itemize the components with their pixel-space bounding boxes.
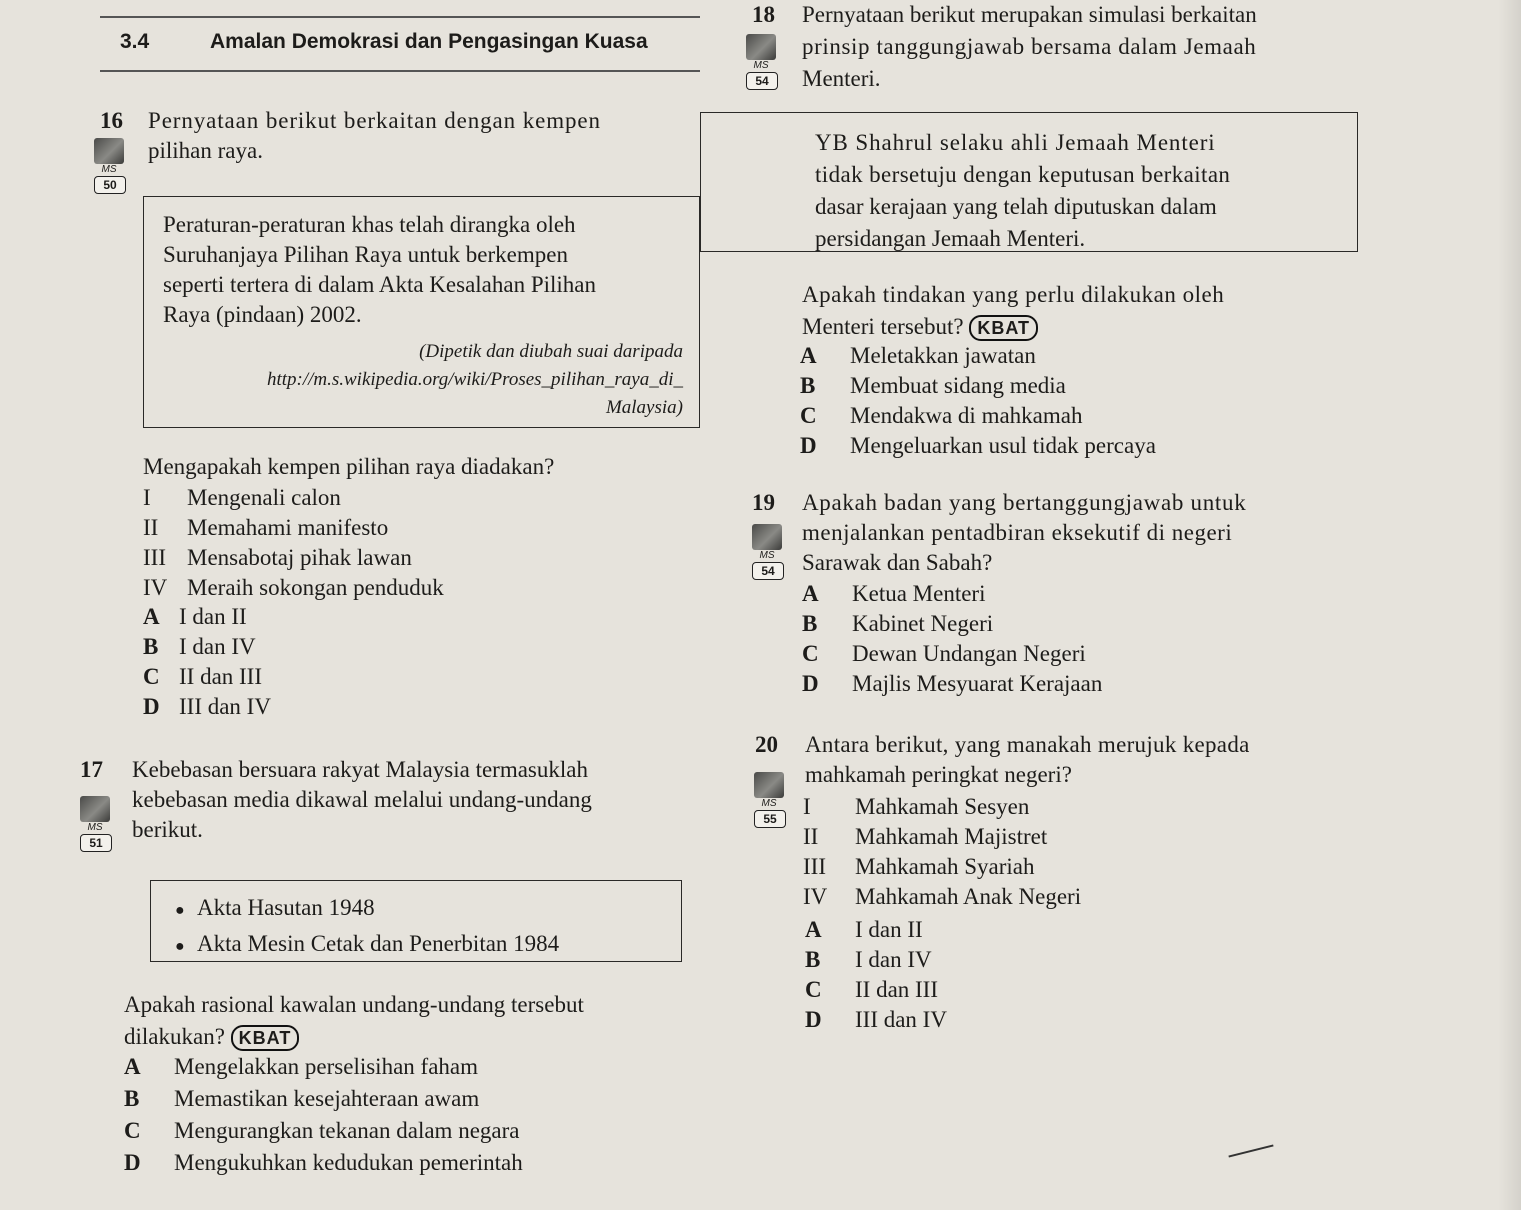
q20-stem-line: mahkamah peringkat negeri? [805, 762, 1072, 787]
option-item[interactable] [802, 609, 1102, 639]
q19-options [802, 579, 1102, 699]
option-letter: A [124, 1054, 141, 1079]
q17-ms-badge [76, 796, 114, 854]
q18-number: 18 [752, 2, 775, 27]
q18-ms-badge [742, 34, 780, 92]
q16-ms-badge [90, 138, 128, 196]
option-item[interactable] [805, 1005, 947, 1035]
ms-badge-page: 54 [746, 72, 778, 90]
option-text: Dewan Undangan Negeri [852, 641, 1086, 666]
option-letter: D [124, 1150, 141, 1175]
option-letter: C [802, 641, 819, 666]
ms-badge-page: 51 [80, 834, 112, 852]
statement-text: Mahkamah Sesyen [855, 794, 1030, 819]
option-text: Kabinet Negeri [852, 611, 994, 636]
option-item[interactable] [802, 639, 1102, 669]
q18-stem-line: Menteri. [802, 66, 881, 91]
q16-source-line: http://m.s.wikipedia.org/wiki/Proses_pilihan_raya_di_ [266, 369, 683, 390]
option-item[interactable] [143, 632, 271, 662]
q18-box-line: YB Shahrul selaku ahli Jemaah Menteri [815, 130, 1216, 155]
option-item[interactable] [124, 1084, 523, 1114]
q17-stem [132, 755, 712, 845]
q16-stem [148, 106, 708, 166]
option-item[interactable] [802, 669, 1102, 699]
q18-question-text: Menteri tersebut? [802, 314, 964, 339]
q17-options [124, 1052, 523, 1178]
q18-box-line: tidak bersetuju dengan keputusan berkaitan [815, 162, 1231, 187]
bullet-text: Akta Mesin Cetak dan Penerbitan 1984 [197, 931, 560, 956]
q20-number: 20 [755, 732, 778, 757]
q16-stem-line: pilihan raya. [148, 138, 263, 163]
option-item[interactable] [800, 341, 1156, 371]
ms-badge-icon [94, 138, 124, 164]
option-item[interactable] [805, 975, 947, 1005]
option-text: Mengurangkan tekanan dalam negara [174, 1118, 520, 1143]
q20-statements [803, 792, 1081, 912]
option-letter: A [802, 581, 819, 606]
bullet-item [175, 893, 559, 926]
q16-stem-line: Pernyataan berikut berkaitan dengan kempen [148, 108, 601, 133]
option-letter: A [143, 604, 160, 629]
q19-stem-line: menjalankan pentadbiran eksekutif di negeri [802, 520, 1233, 545]
q18-question [802, 280, 1362, 342]
q18-stem-line: Pernyataan berikut merupakan simulasi berkaitan [802, 2, 1257, 27]
q19-stem [802, 488, 1362, 578]
ms-badge-page: 54 [752, 562, 784, 580]
statement-item [803, 882, 1081, 912]
q17-box-list [175, 893, 559, 962]
statement-roman: I [143, 485, 151, 510]
option-letter: B [805, 947, 821, 972]
option-text: Ketua Menteri [852, 581, 986, 606]
ms-badge-label: MS [87, 822, 103, 833]
q16-statements [143, 483, 444, 603]
option-text: Membuat sidang media [850, 373, 1066, 398]
q16-options [143, 602, 271, 722]
option-letter: A [800, 343, 817, 368]
q18-question-line: Apakah tindakan yang perlu dilakukan oleh [802, 282, 1225, 307]
option-item[interactable] [124, 1116, 523, 1146]
option-text: I dan IV [855, 947, 932, 972]
q16-box-line: Peraturan-peraturan khas telah dirangka oleh [163, 212, 576, 237]
statement-roman: IV [143, 575, 168, 600]
option-letter: B [124, 1086, 140, 1111]
statement-item [803, 852, 1081, 882]
q18-box-line: dasar kerajaan yang telah diputuskan dalam [815, 194, 1217, 219]
option-letter: D [802, 671, 819, 696]
q17-stem-line: kebebasan media dikawal melalui undang-undang [132, 787, 592, 812]
ms-badge-page: 50 [94, 176, 126, 194]
option-letter: C [800, 403, 817, 428]
option-text: Meletakkan jawatan [850, 343, 1036, 368]
q17-question-text: dilakukan? [124, 1024, 225, 1049]
q17-number: 17 [80, 757, 103, 782]
option-item[interactable] [800, 401, 1156, 431]
kbat-badge: KBAT [231, 1025, 300, 1051]
q16-number: 16 [100, 108, 123, 133]
q18-box-text [815, 128, 1340, 254]
option-text: III dan IV [179, 694, 271, 719]
statement-text: Mahkamah Majistret [855, 824, 1048, 849]
q17-stem-line: berikut. [132, 817, 203, 842]
q20-stem [805, 730, 1375, 790]
option-text: Majlis Mesyuarat Kerajaan [852, 671, 1103, 696]
statement-roman: IV [803, 884, 828, 909]
statement-item [803, 822, 1081, 852]
option-item[interactable] [124, 1052, 523, 1082]
ms-badge-icon [752, 524, 782, 550]
option-item[interactable] [805, 915, 947, 945]
bullet-text: Akta Hasutan 1948 [197, 895, 375, 920]
option-letter: B [143, 634, 159, 659]
statement-item [143, 573, 444, 603]
option-text: Mengukuhkan kedudukan pemerintah [174, 1150, 523, 1175]
q19-number: 19 [752, 490, 775, 515]
statement-roman: I [803, 794, 811, 819]
option-item[interactable] [143, 662, 271, 692]
q20-options [805, 915, 947, 1035]
option-item[interactable] [143, 602, 271, 632]
q16-box-text [163, 210, 693, 330]
statement-text: Mengenali calon [187, 485, 341, 510]
q16-source-line: (Dipetik dan diubah suai daripada [419, 341, 683, 362]
statement-text: Memahami manifesto [187, 515, 389, 540]
bullet-item [175, 929, 559, 962]
option-text: I dan II [179, 604, 247, 629]
q19-ms-badge [748, 524, 786, 582]
option-text: Memastikan kesejahteraan awam [174, 1086, 480, 1111]
header-top-rule [100, 16, 700, 18]
q17-question-line: Apakah rasional kawalan undang-undang tersebut [124, 992, 584, 1017]
q18-question-line [802, 312, 1362, 342]
ms-badge-icon [746, 34, 776, 60]
q18-stem-line: prinsip tanggungjawab bersama dalam Jemaah [802, 34, 1257, 59]
ms-badge-label: MS [759, 550, 775, 561]
q19-stem-line: Sarawak dan Sabah? [802, 550, 993, 575]
option-letter: D [143, 694, 160, 719]
statement-text: Mensabotaj pihak lawan [187, 545, 412, 570]
q17-stem-line: Kebebasan bersuara rakyat Malaysia termasuklah [132, 757, 588, 782]
statement-item [143, 543, 444, 573]
statement-item [803, 792, 1081, 822]
section-number: 3.4 [120, 30, 150, 53]
q20-ms-badge [750, 772, 788, 830]
q18-box-line: persidangan Jemaah Menteri. [815, 226, 1086, 251]
q16-box-line: Raya (pindaan) 2002. [163, 302, 362, 327]
q17-question-line [124, 1022, 724, 1052]
option-letter: B [802, 611, 818, 636]
statement-text: Mahkamah Syariah [855, 854, 1035, 879]
q18-options [800, 341, 1156, 461]
option-item[interactable] [802, 579, 1102, 609]
statement-item [143, 483, 444, 513]
option-letter: C [143, 664, 160, 689]
q16-box-line: seperti tertera di dalam Akta Kesalahan Pilihan [163, 272, 597, 297]
q19-stem-line: Apakah badan yang bertanggungjawab untuk [802, 490, 1247, 515]
kbat-badge: KBAT [969, 315, 1038, 341]
option-text: Mendakwa di mahkamah [850, 403, 1083, 428]
q17-question [124, 990, 724, 1052]
pen-mark [1228, 1144, 1273, 1157]
option-item[interactable] [805, 945, 947, 975]
option-item[interactable] [143, 692, 271, 722]
option-item[interactable] [124, 1148, 523, 1178]
q20-stem-line: Antara berikut, yang manakah merujuk kepada [805, 732, 1250, 757]
bullet-icon: ● [175, 938, 185, 955]
ms-badge-page: 55 [754, 810, 786, 828]
section-title: Amalan Demokrasi dan Pengasingan Kuasa [210, 30, 648, 53]
option-text: III dan IV [855, 1007, 947, 1032]
option-item[interactable] [800, 431, 1156, 461]
option-letter: B [800, 373, 816, 398]
statement-roman: II [143, 515, 159, 540]
option-letter: D [800, 433, 817, 458]
option-letter: A [805, 917, 822, 942]
option-letter: C [805, 977, 822, 1002]
q16-source [160, 338, 683, 422]
option-text: Mengeluarkan usul tidak percaya [850, 433, 1156, 458]
statement-roman: II [803, 824, 819, 849]
statement-text: Meraih sokongan penduduk [187, 575, 444, 600]
statement-text: Mahkamah Anak Negeri [855, 884, 1082, 909]
q18-stem [802, 0, 1362, 94]
option-item[interactable] [800, 371, 1156, 401]
ms-badge-label: MS [761, 798, 777, 809]
option-text: II dan III [855, 977, 939, 1002]
option-letter: D [805, 1007, 822, 1032]
option-text: II dan III [179, 664, 263, 689]
option-text: I dan IV [179, 634, 256, 659]
option-text: I dan II [855, 917, 923, 942]
q16-box-line: Suruhanjaya Pilihan Raya untuk berkempen [163, 242, 568, 267]
ms-badge-label: MS [101, 164, 117, 175]
option-letter: C [124, 1118, 141, 1143]
bullet-icon: ● [175, 902, 185, 919]
option-text: Mengelakkan perselisihan faham [174, 1054, 478, 1079]
ms-badge-icon [754, 772, 784, 798]
statement-item [143, 513, 444, 543]
q16-source-line: Malaysia) [605, 397, 683, 418]
statement-roman: III [803, 854, 826, 879]
header-bottom-rule [100, 70, 700, 72]
q16-question: Mengapakah kempen pilihan raya diadakan? [143, 454, 555, 479]
ms-badge-label: MS [753, 60, 769, 71]
statement-roman: III [143, 545, 166, 570]
page-edge-shadow [1498, 0, 1521, 1210]
ms-badge-icon [80, 796, 110, 822]
